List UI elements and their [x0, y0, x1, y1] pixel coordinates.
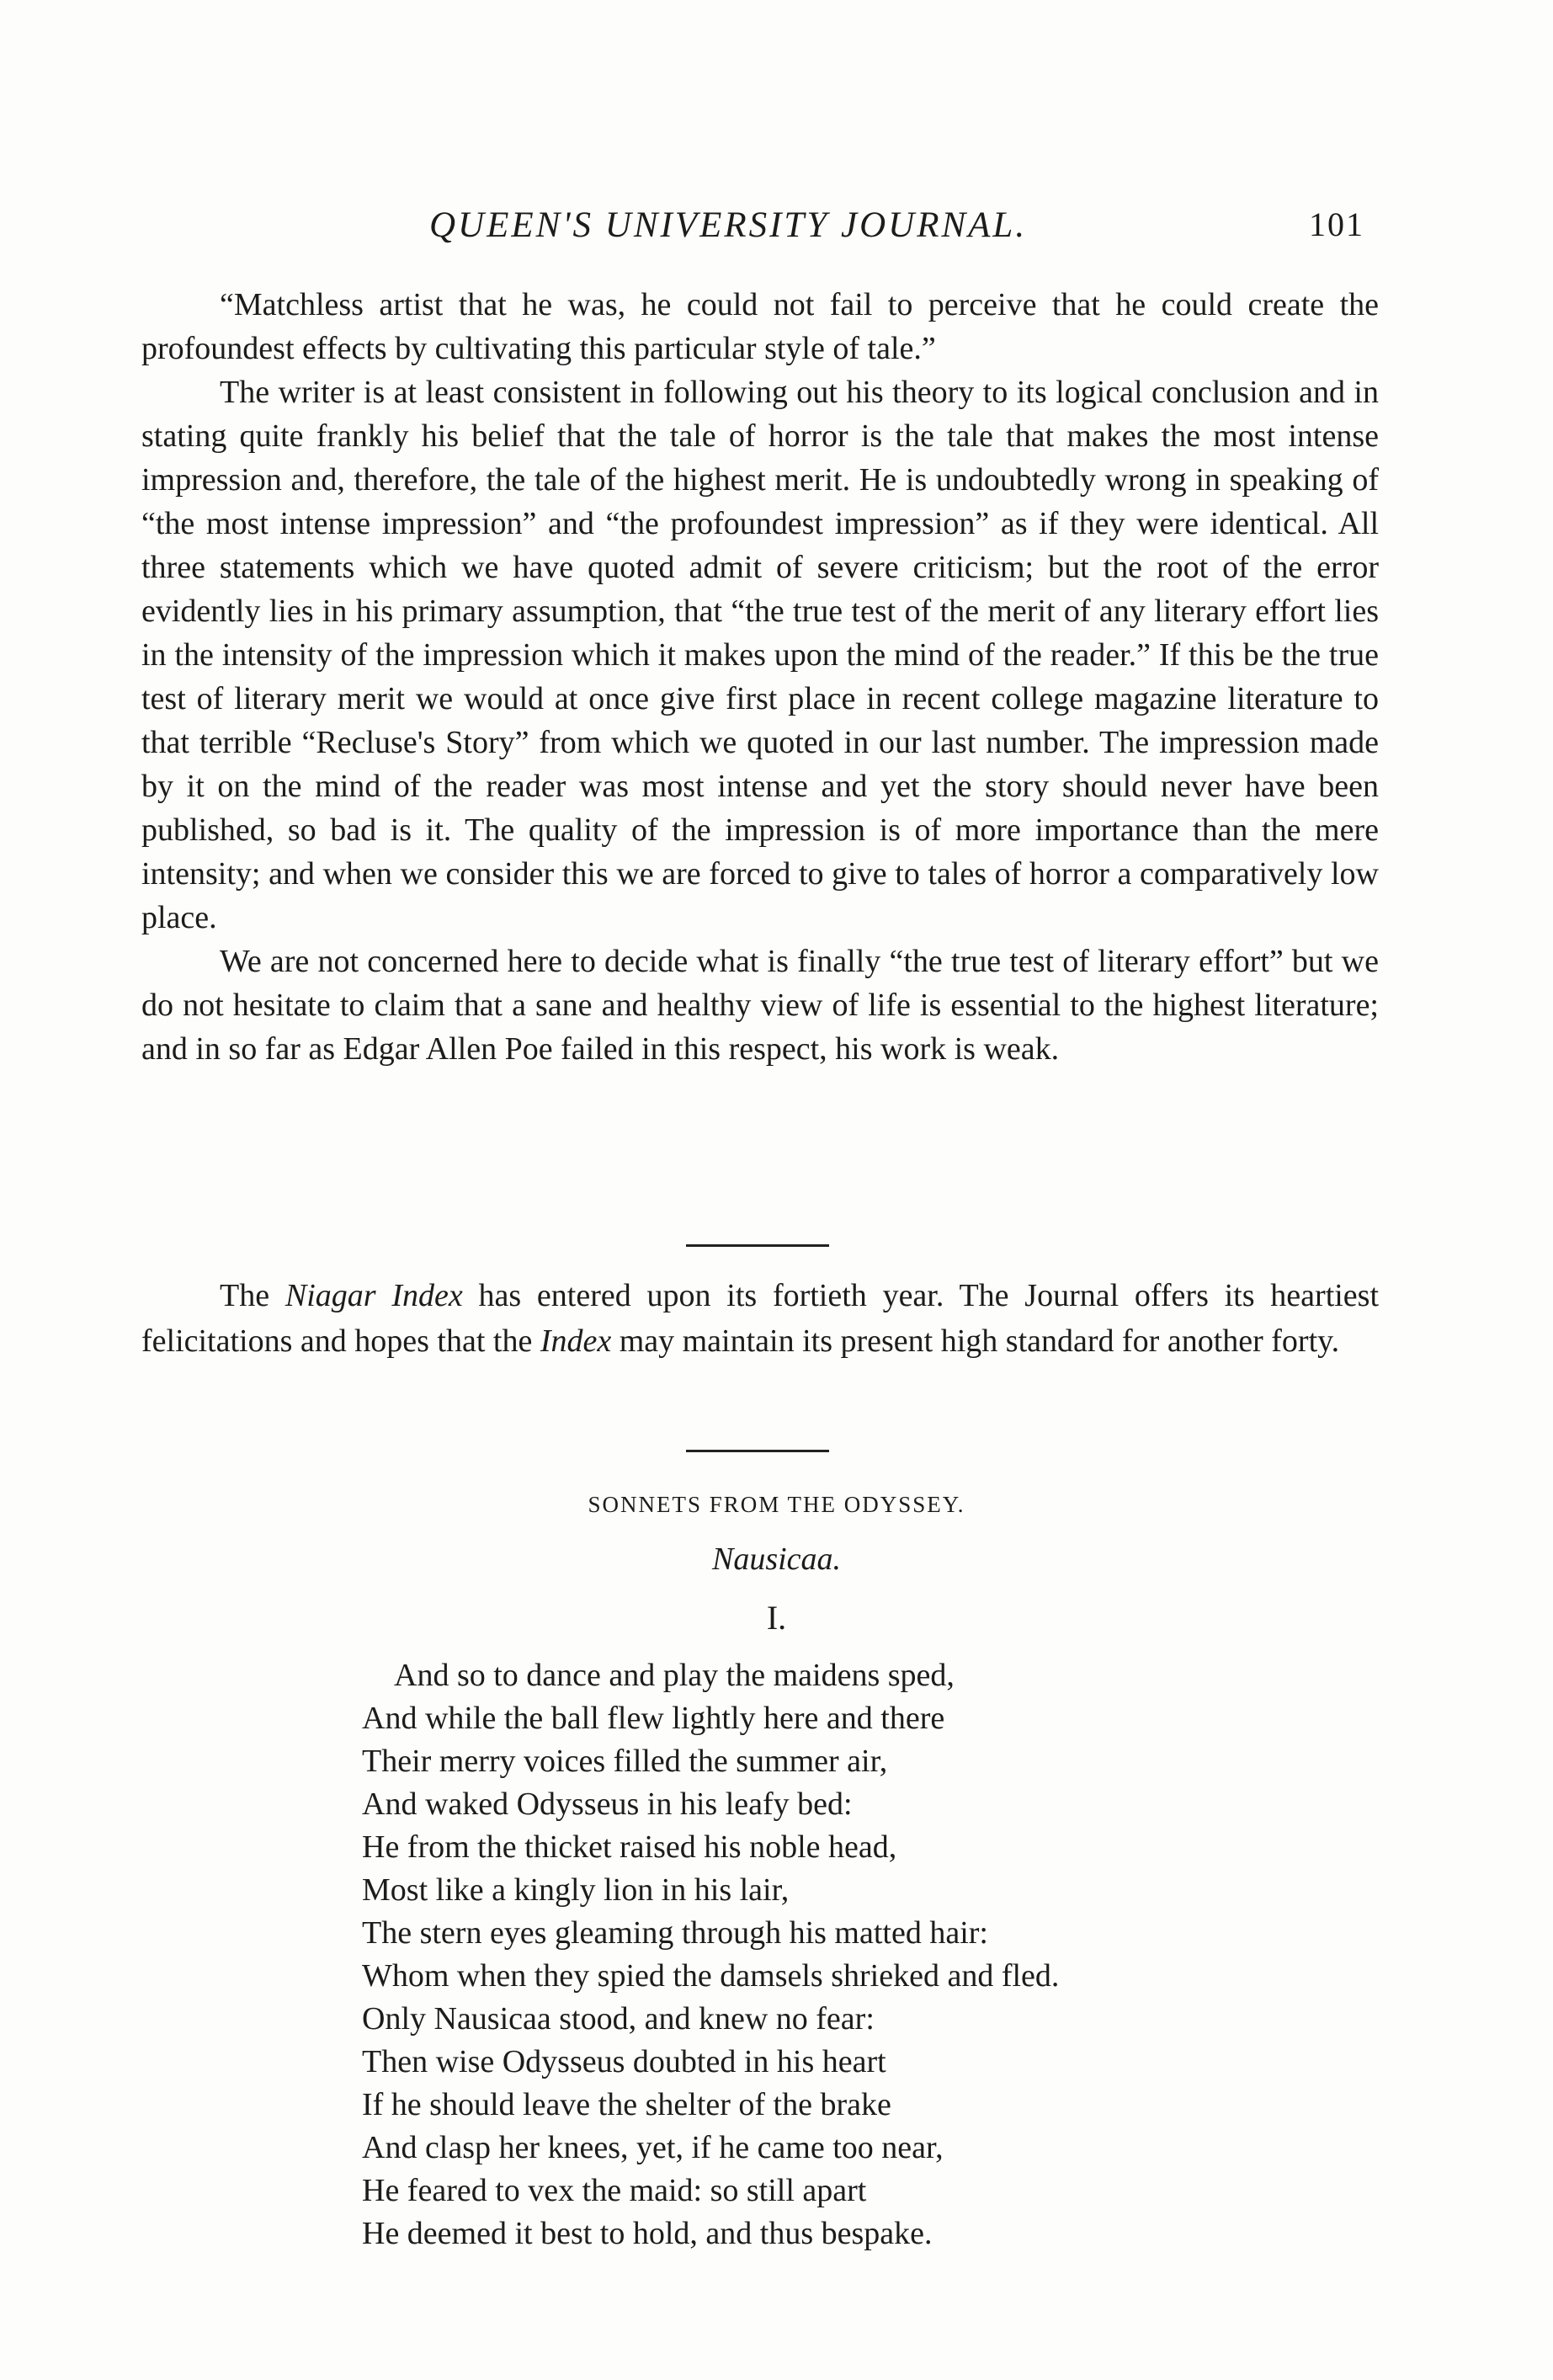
poem-line: And so to dance and play the maidens sped,	[394, 1658, 955, 1693]
poem-line: Their merry voices filled the summer air,	[362, 1744, 888, 1779]
poem-line: And while the ball flew lightly here and there	[362, 1701, 945, 1736]
essay-text	[141, 283, 1379, 1071]
section-divider	[686, 1244, 829, 1247]
niagara-index-title: Niagar Index	[285, 1278, 463, 1313]
running-head	[0, 205, 1553, 255]
poem-line: Only Nausicaa stood, and knew no fear:	[362, 2001, 875, 2037]
poem-line: And clasp her knees, yet, if he came too near,	[362, 2130, 944, 2165]
poem-line: The stern eyes gleaming through his matted hair:	[362, 1915, 988, 1951]
poem-line: If he should leave the shelter of the brake	[362, 2087, 891, 2122]
poem-subtitle: Nausicaa.	[711, 1541, 842, 1577]
niagara-index-notice	[141, 1273, 1379, 1364]
poem-line: He feared to vex the maid: so still apart	[362, 2173, 867, 2208]
notice-text-before: The	[220, 1278, 285, 1313]
poem-line: He deemed it best to hold, and thus bespake.	[362, 2216, 933, 2251]
poem-heading: SONNETS FROM THE ODYSSEY.	[588, 1492, 965, 1517]
notice-text-middle: has entered upon its fortieth year. The Journal offers its heartiest felicitations and hopes that the	[141, 1278, 1380, 1359]
poem-line: Then wise Odysseus doubted in his heart	[362, 2044, 886, 2079]
journal-title: QUEEN'S UNIVERSITY JOURNAL.	[429, 205, 1028, 245]
essay-paragraph-3: We are not concerned here to decide what is finally “the true test of literary effort” but we do not hesitate to claim that a sane and healthy view of life is essential to the highest literature; and in so far as Edgar Allen Poe failed in this respect, his work is weak.	[141, 944, 1379, 1067]
sonnet-numeral: I.	[766, 1599, 787, 1637]
essay-paragraph-2: The writer is at least consistent in following out his theory to its logical conclusion and in stating quite frankly his belief that the tale of horror is the tale that makes the most intense impression and, therefore, the tale of the highest merit. He is undoubtedly wrong in speaking of “the most intense impression” and “the profoundest impression” as if they were identical. All three statements which we have quoted admit of severe criticism; but the root of the error evidently lies in his primary assumption, that “the true test of the merit of any literary effort lies in the intensity of the impression which it makes upon the mind of the reader.” If this be the true test of literary merit we would at once give first place in recent college magazine literature to that terrible “Recluse's Story” from which we quoted in our last number. The impression made by it on the mind of the reader was most intense and yet the story should never have been published, so bad is it. The quality of the impression is of more importance than the mere intensity; and when we consider this we are forced to give to tales of horror a comparatively low place.	[141, 375, 1379, 935]
sonnet-text	[362, 1654, 1372, 2255]
section-divider	[686, 1450, 829, 1452]
poem-line: Whom when they spied the damsels shrieked and fled.	[362, 1958, 1060, 1994]
poem-line: Most like a kingly lion in his lair,	[362, 1872, 790, 1908]
poem-line: He from the thicket raised his noble head,	[362, 1829, 897, 1865]
essay-paragraph-1: “Matchless artist that he was, he could not fail to perceive that he could create the profoundest effects by cultivating this particular style of tale.”	[141, 287, 1379, 366]
notice-paragraph	[141, 1273, 1379, 1364]
index-title: Index	[540, 1323, 612, 1359]
page-number: 101	[1309, 205, 1364, 243]
poem-line: And waked Odysseus in his leafy bed:	[362, 1786, 853, 1822]
notice-text-after: may maintain its present high standard for another forty.	[611, 1323, 1340, 1359]
